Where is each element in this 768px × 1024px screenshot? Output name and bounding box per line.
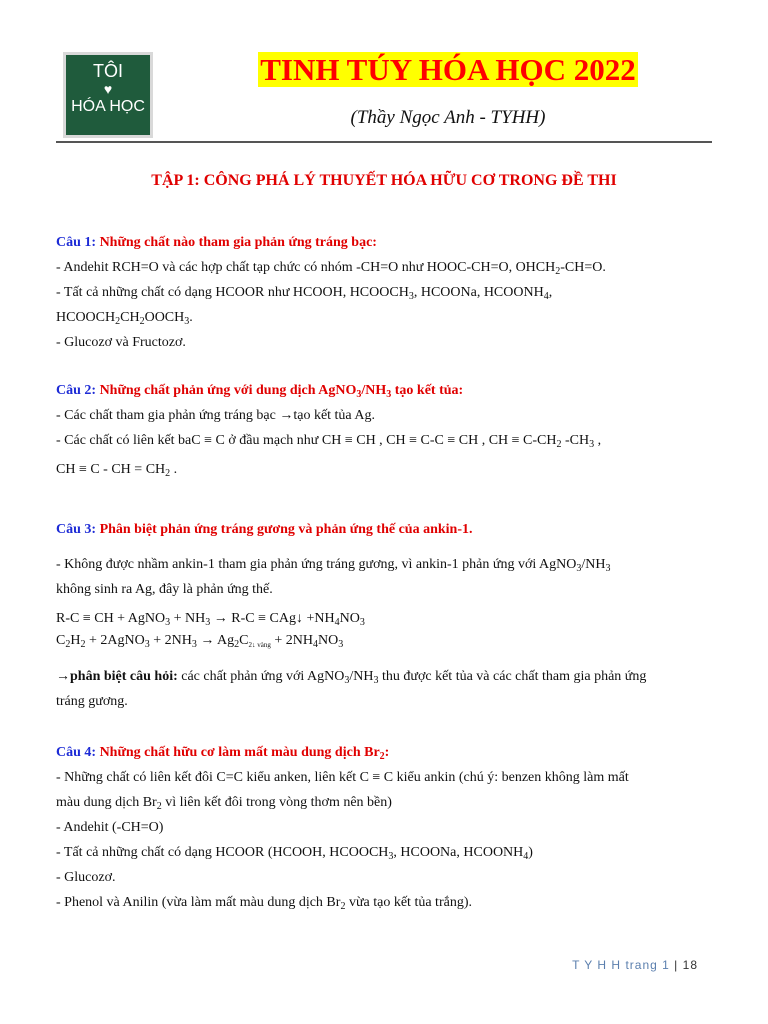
sub-3: 3: [344, 675, 350, 686]
sub-3: 3: [356, 389, 362, 400]
q1-line-4: - Glucozơ và Fructozơ.: [56, 335, 186, 350]
q3-note-line-1: [56, 664, 716, 689]
eq2-b: H: [70, 633, 81, 648]
q2-line-2-a: - Các chất có liên kết ba: [56, 433, 192, 448]
question-4-block: [56, 740, 716, 915]
question-2-block: [56, 378, 716, 482]
logo-line2: HÓA HỌC: [71, 98, 145, 115]
q2-line-2-d: CH ≡ CH , CH ≡ C-C ≡ CH , CH ≡ C-CH: [321, 433, 557, 448]
header-divider: [56, 141, 712, 143]
eq1-b: + NH: [170, 611, 206, 626]
q4-line-1: [56, 765, 716, 790]
q2-title-a: Những chất phản ứng với dung dịch AgNO: [99, 383, 357, 398]
footer-trang: trang: [625, 958, 658, 972]
question-1-block: [56, 230, 716, 355]
sub-2: 2: [555, 266, 561, 277]
sub-3: 3: [388, 851, 394, 862]
sub-3: 3: [338, 639, 344, 650]
sub-3: 3: [144, 639, 150, 650]
q1-line-1-b: -CH=O.: [560, 260, 606, 275]
question-3-number: Câu 3:: [56, 522, 97, 537]
eq2-d: + 2NH: [149, 633, 192, 648]
sub-3: 3: [191, 639, 197, 650]
heart-icon: ♥: [103, 81, 113, 97]
q4-line-1-a: - Những chất có liên kết đôi C=C kiểu anken, liên kết: [56, 770, 360, 785]
q2-line-2-e: -CH: [561, 433, 590, 448]
q3-note-line-2: tráng gương.: [56, 694, 128, 709]
eq2-f: C: [239, 633, 249, 648]
sub-2: 2: [115, 316, 121, 327]
q4-line-4-c: ): [528, 845, 533, 860]
q3-line-1-a: - Không được nhầm ankin-1 tham gia phản ứng tráng gương, vì ankin-1 phản ứng với AgNO: [56, 557, 577, 572]
sub-3: 3: [605, 563, 611, 574]
q3-line-1-b: /NH: [581, 557, 606, 572]
eq2-e: → Ag: [196, 633, 235, 648]
sub-4: 4: [523, 851, 529, 862]
document-subtitle: (Thầy Ngọc Anh - TYHH): [350, 107, 546, 128]
q3-note-b: /NH: [349, 669, 374, 684]
q4-line-4-b: , HCOONa, HCOONH: [393, 845, 524, 860]
q4-line-5: - Glucozơ.: [56, 870, 116, 885]
q4-line-6-a: - Phenol và Anilin (vừa làm mất màu dung dịch Br: [56, 895, 341, 910]
question-2-number: Câu 2:: [56, 383, 97, 398]
q2-line-2-b: C ≡ C: [191, 433, 225, 448]
q3-equation-2: [56, 630, 716, 652]
sub-4: 4: [313, 639, 318, 650]
document-title-wrap: [0, 52, 768, 88]
q2-line-3: [56, 457, 716, 482]
q1-line-2: [56, 280, 716, 305]
q3-line-1: [56, 552, 716, 577]
sub-2: 2: [234, 639, 240, 650]
eq1-a: R-C ≡ CH + AgNO: [56, 611, 166, 626]
q4-line-2: [56, 790, 716, 815]
q4-line-6: [56, 890, 716, 915]
sub-2: 2: [80, 639, 86, 650]
sub-2: 2: [139, 316, 145, 327]
sub-2: 2: [156, 801, 162, 812]
page-footer: [572, 958, 698, 972]
sub-3: 3: [576, 563, 582, 574]
q4-title-a: Những chất hữu cơ làm mất màu dung dịch Br: [99, 745, 380, 760]
sub-3: 3: [589, 439, 595, 450]
question-3-title-line: [56, 517, 716, 542]
question-1-title-line: [56, 230, 716, 255]
sub-3: 3: [205, 617, 211, 628]
sub-3: 3: [408, 291, 414, 302]
eq1-c: → R-C ≡ CAg↓ +NH: [210, 611, 335, 626]
q1-line-3-c: OOCH: [144, 310, 185, 325]
q4-line-2-a: màu dung dịch Br: [56, 795, 157, 810]
footer-brand: T Y H H: [572, 958, 622, 972]
q1-line-3-a: HCOOCH: [56, 310, 116, 325]
q1-line-1: [56, 255, 716, 280]
eq2-c: + 2AgNO: [85, 633, 145, 648]
q2-line-3-a: CH ≡ C - CH = CH: [56, 462, 166, 477]
q3-note-a: các chất phản ứng với AgNO: [177, 669, 345, 684]
question-4-title-line: [56, 740, 716, 765]
q4-line-2-b: vì liên kết đôi trong vòng thơm nên bền): [161, 795, 392, 810]
q2-line-2-f: ,: [594, 433, 602, 448]
q2-line-3-b: .: [170, 462, 178, 477]
question-1-number: Câu 1:: [56, 235, 97, 250]
sub-3: 3: [386, 389, 392, 400]
sub-3: 3: [165, 617, 171, 628]
q2-line-2: [56, 428, 716, 453]
eq1-d: NO: [339, 611, 360, 626]
q1-line-1-a: - Andehit RCH=O và các hợp chất tạp chức có nhóm -CH=O như HOOC-CH=O, OHCH: [56, 260, 556, 275]
q4-line-3: - Andehit (-CH=O): [56, 820, 164, 835]
q1-line-3: [56, 305, 716, 330]
q3-note-c: thu được kết tủa và các chất tham gia phản ứng: [378, 669, 647, 684]
sub-3: 3: [373, 675, 379, 686]
q3-equation-1: [56, 608, 716, 630]
q3-note-label: →phân biệt câu hỏi:: [56, 669, 178, 684]
q2-title-b: /NH: [361, 383, 387, 398]
q4-line-1-c: kiểu ankin (chú ý: benzen không làm mất: [393, 770, 629, 785]
document-title: TINH TÚY HÓA HỌC 2022: [260, 52, 636, 87]
q4-line-6-b: vừa tạo kết tủa trắng).: [345, 895, 472, 910]
sub-3: 3: [359, 617, 365, 628]
footer-page-number: 1: [662, 958, 670, 972]
question-2-title: [100, 383, 464, 398]
q4-title-b: :: [384, 745, 390, 760]
q2-title-c: tạo kết tủa:: [391, 383, 464, 398]
sub-4: 4: [543, 291, 549, 302]
question-1-title: Những chất nào tham gia phản ứng tráng bạc:: [99, 235, 377, 250]
q3-line-2: không sinh ra Ag, đây là phản ứng thế.: [56, 582, 273, 597]
sub-4: 4: [334, 617, 340, 628]
eq2-i: NO: [318, 633, 339, 648]
q4-line-4: [56, 840, 716, 865]
q1-line-3-d: .: [189, 310, 193, 325]
q4-line-4-a: - Tất cả những chất có dạng HCOOR (HCOOH, HCOOCH: [56, 845, 389, 860]
footer-total-pages: 18: [682, 958, 698, 972]
question-3-title: Phân biệt phản ứng tráng gương và phản ứng thế của ankin-1.: [99, 522, 473, 537]
q1-line-2-c: ,: [548, 285, 553, 300]
sub-2: 2: [340, 901, 346, 912]
eq2-g: 2↓ vàng: [248, 641, 271, 649]
sub-2: 2: [556, 439, 562, 450]
q4-line-1-b: C ≡ C: [359, 770, 394, 785]
sub-2: 2: [379, 751, 385, 762]
q1-line-3-b: CH: [120, 310, 140, 325]
section-heading: TẬP 1: CÔNG PHÁ LÝ THUYẾT HÓA HỮU CƠ TRONG ĐỀ THI: [151, 172, 617, 189]
question-3-block: [56, 517, 716, 714]
sub-2: 2: [165, 468, 171, 479]
sub-2: 2: [65, 639, 71, 650]
q2-line-1: - Các chất tham gia phản ứng tráng bạc →tạo kết tủa Ag.: [56, 408, 375, 423]
q2-line-2-c: ở đầu mạch như: [224, 433, 322, 448]
eq2-h: + 2NH: [270, 633, 313, 648]
question-4-title: [100, 745, 390, 760]
question-2-title-line: [56, 378, 716, 403]
q1-line-2-a: - Tất cả những chất có dạng HCOOR như HCOOH, HCOOCH: [56, 285, 409, 300]
eq2-a: C: [56, 633, 66, 648]
question-4-number: Câu 4:: [56, 745, 97, 760]
footer-separator: |: [674, 958, 679, 972]
sub-3: 3: [184, 316, 190, 327]
logo-line1: TÔI: [93, 61, 123, 81]
q1-line-2-b: , HCOONa, HCOONH: [413, 285, 544, 300]
